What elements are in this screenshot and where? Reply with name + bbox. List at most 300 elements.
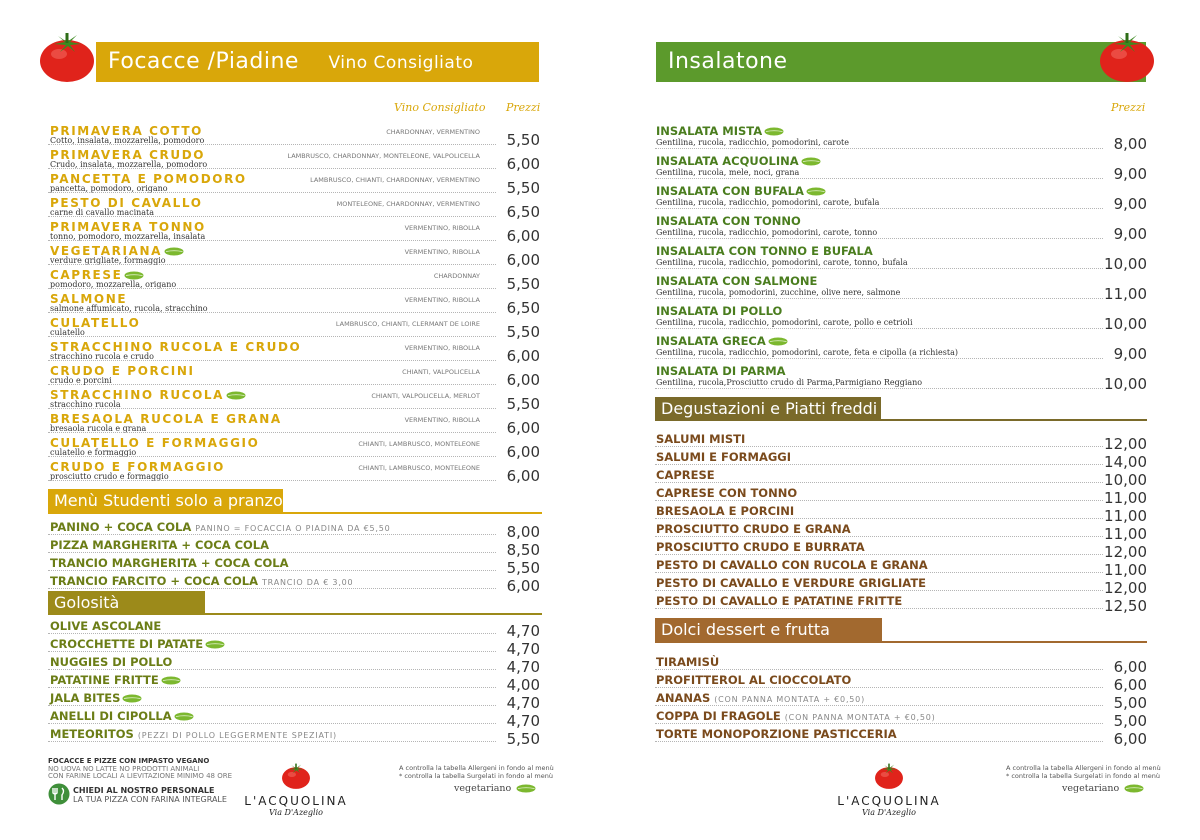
focacce-header (96, 42, 539, 82)
item-price: 5,00 (1113, 712, 1147, 730)
allergen-notes (1006, 764, 1161, 780)
integrale-note (73, 786, 227, 804)
item-description: carne di cavallo macinata (50, 208, 155, 217)
item-name-text: PANINO + COCA COLA (50, 520, 192, 534)
brand-logo (233, 762, 359, 817)
item-name-text: SALUMI MISTI (656, 432, 746, 446)
item-name-text: BRESAOLA E PORCINI (656, 504, 795, 518)
dotted-leader (48, 312, 496, 313)
item-price: 6,50 (506, 299, 540, 317)
item-name (50, 727, 337, 741)
item-name (50, 556, 288, 570)
dotted-leader (48, 456, 496, 457)
item-name (656, 124, 784, 138)
item-price: 5,50 (506, 730, 540, 748)
tomato-logo-icon (281, 762, 311, 790)
item-price: 9,00 (1113, 225, 1147, 243)
menu-item (655, 691, 1147, 712)
item-name-text: SALMONE (50, 292, 128, 306)
item-price: 6,50 (506, 203, 540, 221)
item-name-text: STRACCHINO RUCOLA (50, 388, 225, 402)
item-price: 5,50 (506, 559, 540, 577)
item-name (50, 655, 172, 669)
allergen-note: A controlla la tabella Allergeni in fondo al menù (1006, 764, 1161, 772)
vegetarian-leaf-icon (806, 187, 826, 196)
item-name-text: PROFITTEROL AL CIOCCOLATO (656, 673, 852, 687)
item-price: 11,00 (1104, 489, 1147, 507)
item-price: 6,00 (506, 371, 540, 389)
item-price: 12,00 (1104, 435, 1147, 453)
menu-item (48, 340, 540, 364)
veg-legend (454, 783, 536, 794)
item-name-text: INSALATA DI POLLO (656, 304, 783, 318)
veg-legend-label: vegetariano (1062, 783, 1120, 794)
item-price: 8,00 (506, 523, 540, 541)
item-name-text: TORTE MONOPORZIONE PASTICCERIA (656, 727, 897, 741)
item-name-text: PRIMAVERA COTTO (50, 124, 203, 138)
vegetarian-leaf-icon (764, 127, 784, 136)
surgelati-note: * controlla la tabella Surgelati in fondo al menù (399, 772, 553, 780)
tomato-logo-icon (874, 762, 904, 790)
item-name (656, 486, 797, 500)
item-wine: CHARDONNAY (433, 272, 480, 280)
item-price: 9,00 (1113, 165, 1147, 183)
vegetarian-leaf-icon (226, 391, 246, 400)
menu-item (655, 594, 1147, 615)
item-description: Gentilina, rucola, pomodorini, zucchine, olive nere, salmone (656, 288, 901, 297)
item-price: 6,00 (506, 577, 540, 595)
dotted-leader (655, 705, 1103, 706)
item-wine: CHARDONNAY, VERMENTINO (386, 128, 480, 136)
vegetarian-leaf-icon (122, 694, 142, 703)
menu-item (655, 727, 1147, 748)
item-wine: CHIANTI, VALPOLICELLA (402, 368, 480, 376)
item-price: 8,00 (1113, 135, 1147, 153)
item-name-text: INSALATA GRECA (656, 334, 766, 348)
item-wine: CHIANTI, LAMBRUSCO, MONTELEONE (358, 464, 480, 472)
item-name (656, 727, 897, 741)
item-note: (CON PANNA MONTATA + €0,50) (714, 695, 865, 704)
item-name (656, 154, 821, 168)
item-name-text: NUGGIES DI POLLO (50, 655, 173, 669)
item-wine: VERMENTINO, RIBOLLA (404, 224, 480, 232)
item-name (50, 673, 181, 687)
dotted-leader (655, 298, 1103, 299)
item-name-text: CAPRESE CON TONNO (656, 486, 798, 500)
item-name-text: ANANAS (656, 691, 711, 705)
dotted-leader (48, 552, 496, 553)
item-price: 4,70 (506, 622, 540, 640)
brand-name: L'ACQUOLINA (837, 794, 941, 808)
col-price-label: Prezzi (506, 101, 541, 114)
dotted-leader (48, 570, 496, 571)
menu-item (48, 655, 540, 676)
dotted-leader (48, 741, 496, 742)
col-wine-label: Vino Consigliato (394, 101, 486, 114)
dotted-leader (48, 384, 496, 385)
dotted-leader (655, 388, 1103, 389)
integrale-badge-icon (48, 783, 70, 805)
item-price: 6,00 (1113, 730, 1147, 748)
menu-item (48, 244, 540, 268)
item-description: Gentilina, rucola, radicchio, pomodorini, carote, tonno, bufala (656, 258, 908, 267)
item-name (656, 184, 826, 198)
menu-item (48, 316, 540, 340)
item-name-text: INSALATA ACQUOLINA (656, 154, 799, 168)
item-name-text: TIRAMISÙ (656, 655, 720, 669)
menu-item (655, 334, 1147, 364)
dotted-leader (48, 723, 496, 724)
studenti-divider (48, 512, 542, 514)
item-price: 6,00 (506, 251, 540, 269)
menu-item (655, 214, 1147, 244)
menu-item (655, 709, 1147, 730)
item-wine: LAMBRUSCO, CHIANTI, CLERMANT DE LOIRE (335, 320, 480, 328)
brand-name: L'ACQUOLINA (244, 794, 348, 808)
vegan-line: CON FARINE LOCALI A LIEVITAZIONE MINIMO 48 ORE (48, 772, 233, 780)
item-name-text: BRESAOLA RUCOLA E GRANA (50, 412, 282, 426)
item-price: 14,00 (1104, 453, 1147, 471)
item-name-text: PESTO DI CAVALLO E VERDURE GRIGLIATE (656, 576, 927, 590)
item-description: prosciutto crudo e formaggio (50, 472, 169, 481)
item-wine: MONTELEONE, CHARDONNAY, VERMENTINO (336, 200, 480, 208)
menu-item (655, 432, 1147, 453)
dotted-leader (655, 148, 1103, 149)
menu-item (655, 655, 1147, 676)
dotted-leader (48, 432, 496, 433)
menu-item (48, 436, 540, 460)
item-name (656, 214, 801, 228)
item-name (656, 558, 928, 572)
golosita-section-header: Golosità (48, 591, 205, 615)
menu-item (655, 154, 1147, 184)
item-name (50, 709, 194, 723)
item-price: 12,00 (1104, 579, 1147, 597)
item-price: 10,00 (1104, 471, 1147, 489)
menu-item (48, 637, 540, 658)
dotted-leader (655, 358, 1103, 359)
brand-logo (826, 762, 952, 817)
menu-item (655, 486, 1147, 507)
item-name (656, 594, 902, 608)
menu-item (48, 673, 540, 694)
item-name-text: CRUDO E PORCINI (50, 364, 195, 378)
item-name (50, 520, 391, 534)
dotted-leader (655, 500, 1103, 501)
menu-item (655, 304, 1147, 334)
item-price: 6,00 (506, 155, 540, 173)
item-price: 5,50 (506, 395, 540, 413)
menu-item (655, 244, 1147, 274)
item-name-text: TRANCIO MARGHERITA + COCA COLA (50, 556, 289, 570)
item-name-text: COPPA DI FRAGOLE (656, 709, 781, 723)
item-name-text: INSALATA MISTA (656, 124, 763, 138)
dotted-leader (655, 536, 1103, 537)
dotted-leader (48, 216, 496, 217)
item-name (656, 244, 873, 258)
item-description: Gentilina, rucola, radicchio, pomodorini, carote, pollo e cetrioli (656, 318, 913, 327)
menu-item (48, 268, 540, 292)
integrale-line: LA TUA PIZZA CON FARINA INTEGRALE (73, 795, 227, 804)
item-description: Gentilina, rucola, radicchio, pomodorini, carote, bufala (656, 198, 880, 207)
item-description: Gentilina, rucola, radicchio, pomodorini, carote (656, 138, 850, 147)
menu-item (48, 148, 540, 172)
dotted-leader (655, 687, 1103, 688)
menu-item (48, 364, 540, 388)
item-name-text: CRUDO E FORMAGGIO (50, 460, 225, 474)
col-price-label: Prezzi (1111, 101, 1146, 114)
dotted-leader (48, 480, 496, 481)
item-name-text: TRANCIO FARCITO + COCA COLA (50, 574, 258, 588)
right-page (600, 0, 1200, 840)
item-name-text: OLIVE ASCOLANE (50, 619, 162, 633)
dotted-leader (48, 588, 496, 589)
tomato-logo-icon (38, 30, 96, 84)
menu-item (48, 538, 540, 559)
allergen-notes (399, 764, 554, 780)
item-price: 6,00 (506, 347, 540, 365)
tomato-logo-icon (1098, 30, 1156, 84)
dotted-leader (48, 168, 496, 169)
item-wine: VERMENTINO, RIBOLLA (404, 296, 480, 304)
item-price: 5,50 (506, 323, 540, 341)
item-name-text: CAPRESE (656, 468, 715, 482)
menu-item (48, 172, 540, 196)
item-name-text: PESTO DI CAVALLO E PATATINE FRITTE (656, 594, 903, 608)
item-price: 6,00 (506, 419, 540, 437)
item-name-text: JALA BITES (50, 691, 121, 705)
item-note: PANINO = FOCACCIA O PIADINA DA €5,50 (195, 524, 391, 533)
menu-item (48, 691, 540, 712)
item-name-text: CULATELLO (50, 316, 141, 330)
item-name (656, 655, 719, 669)
item-wine: LAMBRUSCO, CHIANTI, CHARDONNAY, VERMENTINO (310, 176, 480, 184)
dotted-leader (48, 705, 496, 706)
dotted-leader (655, 482, 1103, 483)
dotted-leader (48, 336, 496, 337)
menu-item (655, 673, 1147, 694)
dotted-leader (655, 238, 1103, 239)
item-wine: CHIANTI, LAMBRUSCO, MONTELEONE (358, 440, 480, 448)
dotted-leader (655, 446, 1103, 447)
dotted-leader (48, 408, 496, 409)
item-description: Gentilina, rucola, radicchio, pomodorini, carote, tonno (656, 228, 878, 237)
dotted-leader (655, 554, 1103, 555)
dolci-section-header: Dolci dessert e frutta (655, 618, 882, 642)
dotted-leader (655, 268, 1103, 269)
item-name (656, 691, 865, 705)
item-name-text: CROCCHETTE DI PATATE (50, 637, 204, 651)
item-price: 9,00 (1113, 195, 1147, 213)
item-price: 8,50 (506, 541, 540, 559)
dotted-leader (655, 208, 1103, 209)
vegan-line: NO UOVA NO LATTE NO PRODOTTI ANIMALI (48, 764, 200, 773)
dotted-leader (655, 669, 1103, 670)
item-name-text: PESTO DI CAVALLO (50, 196, 203, 210)
item-price: 10,00 (1104, 375, 1147, 393)
item-wine: LAMBRUSCO, CHARDONNAY, MONTELEONE, VALPOLICELLA (287, 152, 480, 160)
dotted-leader (48, 288, 496, 289)
item-description: stracchino rucola (50, 400, 121, 409)
item-name (656, 432, 745, 446)
item-name (656, 304, 782, 318)
focacce-subtitle: Vino Consigliato (328, 53, 474, 73)
item-description: Gentilina, rucola,Prosciutto crudo di Parma,Parmigiano Reggiano (656, 378, 923, 387)
item-name-text: INSALATA CON BUFALA (656, 184, 804, 198)
item-description: Crudo, insalata, mozzarella, pomodoro (50, 160, 208, 169)
dotted-leader (655, 590, 1103, 591)
menu-item (48, 220, 540, 244)
item-description: tonno, pomodoro, mozzarella, insalata (50, 232, 206, 241)
menu-item (655, 468, 1147, 489)
item-description: culatello (50, 328, 85, 337)
item-note: (CON PANNA MONTATA + €0,50) (784, 713, 936, 722)
item-description: bresaola rucola e grana (50, 424, 147, 433)
item-price: 4,70 (506, 640, 540, 658)
item-price: 4,70 (506, 658, 540, 676)
dotted-leader (655, 608, 1103, 609)
degustazioni-divider (655, 419, 1147, 421)
item-name-text: METEORITOS (50, 727, 134, 741)
dotted-leader (48, 144, 496, 145)
dotted-leader (48, 534, 496, 535)
item-description: crudo e porcini (50, 376, 112, 385)
item-price: 10,00 (1104, 255, 1147, 273)
item-price: 11,00 (1104, 285, 1147, 303)
item-name (656, 504, 794, 518)
item-description: Gentilina, rucola, mele, noci, grana (656, 168, 800, 177)
item-description: pomodoro, mozzarella, origano (50, 280, 177, 289)
item-price: 12,50 (1104, 597, 1147, 615)
item-price: 6,00 (1113, 658, 1147, 676)
item-name (50, 619, 161, 633)
golosita-divider (48, 613, 542, 615)
degustazioni-section-header: Degustazioni e Piatti freddi (655, 397, 881, 421)
vegetarian-leaf-icon (205, 640, 225, 649)
item-note: TRANCIO DA € 3,00 (262, 578, 354, 587)
item-description: verdure grigliate, formaggio (50, 256, 166, 265)
item-wine: VERMENTINO, RIBOLLA (404, 248, 480, 256)
insalatone-header: Insalatone (656, 42, 1146, 82)
menu-item (48, 709, 540, 730)
item-name-text: PIZZA MARGHERITA + COCA COLA (50, 538, 270, 552)
item-name (656, 450, 791, 464)
menu-item (655, 450, 1147, 471)
dotted-leader (48, 633, 496, 634)
item-description: stracchino rucola e crudo (50, 352, 154, 361)
item-name (656, 709, 936, 723)
vegetarian-leaf-icon (801, 157, 821, 166)
menu-item (48, 412, 540, 436)
item-wine: VERMENTINO, RIBOLLA (404, 416, 480, 424)
menu-item (48, 292, 540, 316)
item-name-text: PESTO DI CAVALLO CON RUCOLA E GRANA (656, 558, 928, 572)
item-name-text: INSALALTA CON TONNO E BUFALA (656, 244, 873, 258)
dolci-divider (655, 641, 1147, 643)
item-price: 5,50 (506, 275, 540, 293)
item-name-text: PATATINE FRITTE (50, 673, 159, 687)
item-note: (PEZZI DI POLLO LEGGERMENTE SPEZIATI) (137, 731, 337, 740)
menu-item (655, 558, 1147, 579)
menu-item (48, 520, 540, 541)
dotted-leader (655, 723, 1103, 724)
dotted-leader (655, 328, 1103, 329)
focacce-title: Focacce /Piadine (108, 49, 299, 74)
menu-item (655, 504, 1147, 525)
brand-address: Via D'Azeglio (269, 808, 323, 817)
item-price: 6,00 (1113, 676, 1147, 694)
item-name-text: PROSCIUTTO CRUDO E GRANA (656, 522, 851, 536)
item-name-text: ANELLI DI CIPOLLA (50, 709, 172, 723)
item-description: salmone affumicato, rucola, stracchino (50, 304, 208, 313)
menu-item (48, 556, 540, 577)
item-name-text: SALUMI E FORMAGGI (656, 450, 792, 464)
dotted-leader (655, 464, 1103, 465)
item-wine: CHIANTI, VALPOLICELLA, MERLOT (371, 392, 480, 400)
item-name-text: INSALATA DI PARMA (656, 364, 786, 378)
vegetarian-leaf-icon (174, 712, 194, 721)
dotted-leader (655, 741, 1103, 742)
item-price: 11,00 (1104, 525, 1147, 543)
integrale-line: CHIEDI AL NOSTRO PERSONALE (73, 786, 215, 795)
leaf-icon (516, 784, 536, 793)
item-description: Gentilina, rucola, radicchio, pomodorini, carote, feta e cipolla (a richiesta) (656, 348, 958, 357)
item-price: 6,00 (506, 227, 540, 245)
item-price: 9,00 (1113, 345, 1147, 363)
item-name (656, 540, 865, 554)
item-name (656, 673, 851, 687)
menu-item (655, 364, 1147, 394)
item-description: pancetta, pomodoro, origano (50, 184, 168, 193)
item-description: Cotto, insalata, mozzarella, pomodoro (50, 136, 205, 145)
menu-item (655, 522, 1147, 543)
item-name (656, 334, 788, 348)
item-name-text: PANCETTA E POMODORO (50, 172, 247, 186)
item-price: 5,00 (1113, 694, 1147, 712)
item-price: 12,00 (1104, 543, 1147, 561)
veg-legend (1062, 783, 1144, 794)
menu-item (48, 124, 540, 148)
item-price: 4,70 (506, 712, 540, 730)
vegetarian-leaf-icon (161, 676, 181, 685)
menu-item (48, 460, 540, 484)
item-price: 10,00 (1104, 315, 1147, 333)
dotted-leader (655, 518, 1103, 519)
dotted-leader (655, 178, 1103, 179)
item-name (50, 637, 225, 651)
item-name-text: PRIMAVERA CRUDO (50, 148, 206, 162)
menu-item (48, 196, 540, 220)
vegetarian-leaf-icon (124, 271, 144, 280)
item-price: 6,00 (506, 443, 540, 461)
item-name-text: CAPRESE (50, 268, 123, 282)
menu-item (48, 619, 540, 640)
vegan-note (48, 758, 232, 781)
brand-address: Via D'Azeglio (862, 808, 916, 817)
item-name-text: CULATELLO E FORMAGGIO (50, 436, 260, 450)
dotted-leader (48, 264, 496, 265)
dotted-leader (48, 669, 496, 670)
item-name (50, 574, 353, 588)
item-price: 5,50 (506, 179, 540, 197)
studenti-section-header: Menù Studenti solo a pranzo (48, 489, 283, 513)
item-name (656, 468, 715, 482)
dotted-leader (48, 651, 496, 652)
item-price: 4,00 (506, 676, 540, 694)
item-name-text: INSALATA CON SALMONE (656, 274, 818, 288)
item-price: 4,70 (506, 694, 540, 712)
item-wine: VERMENTINO, RIBOLLA (404, 344, 480, 352)
